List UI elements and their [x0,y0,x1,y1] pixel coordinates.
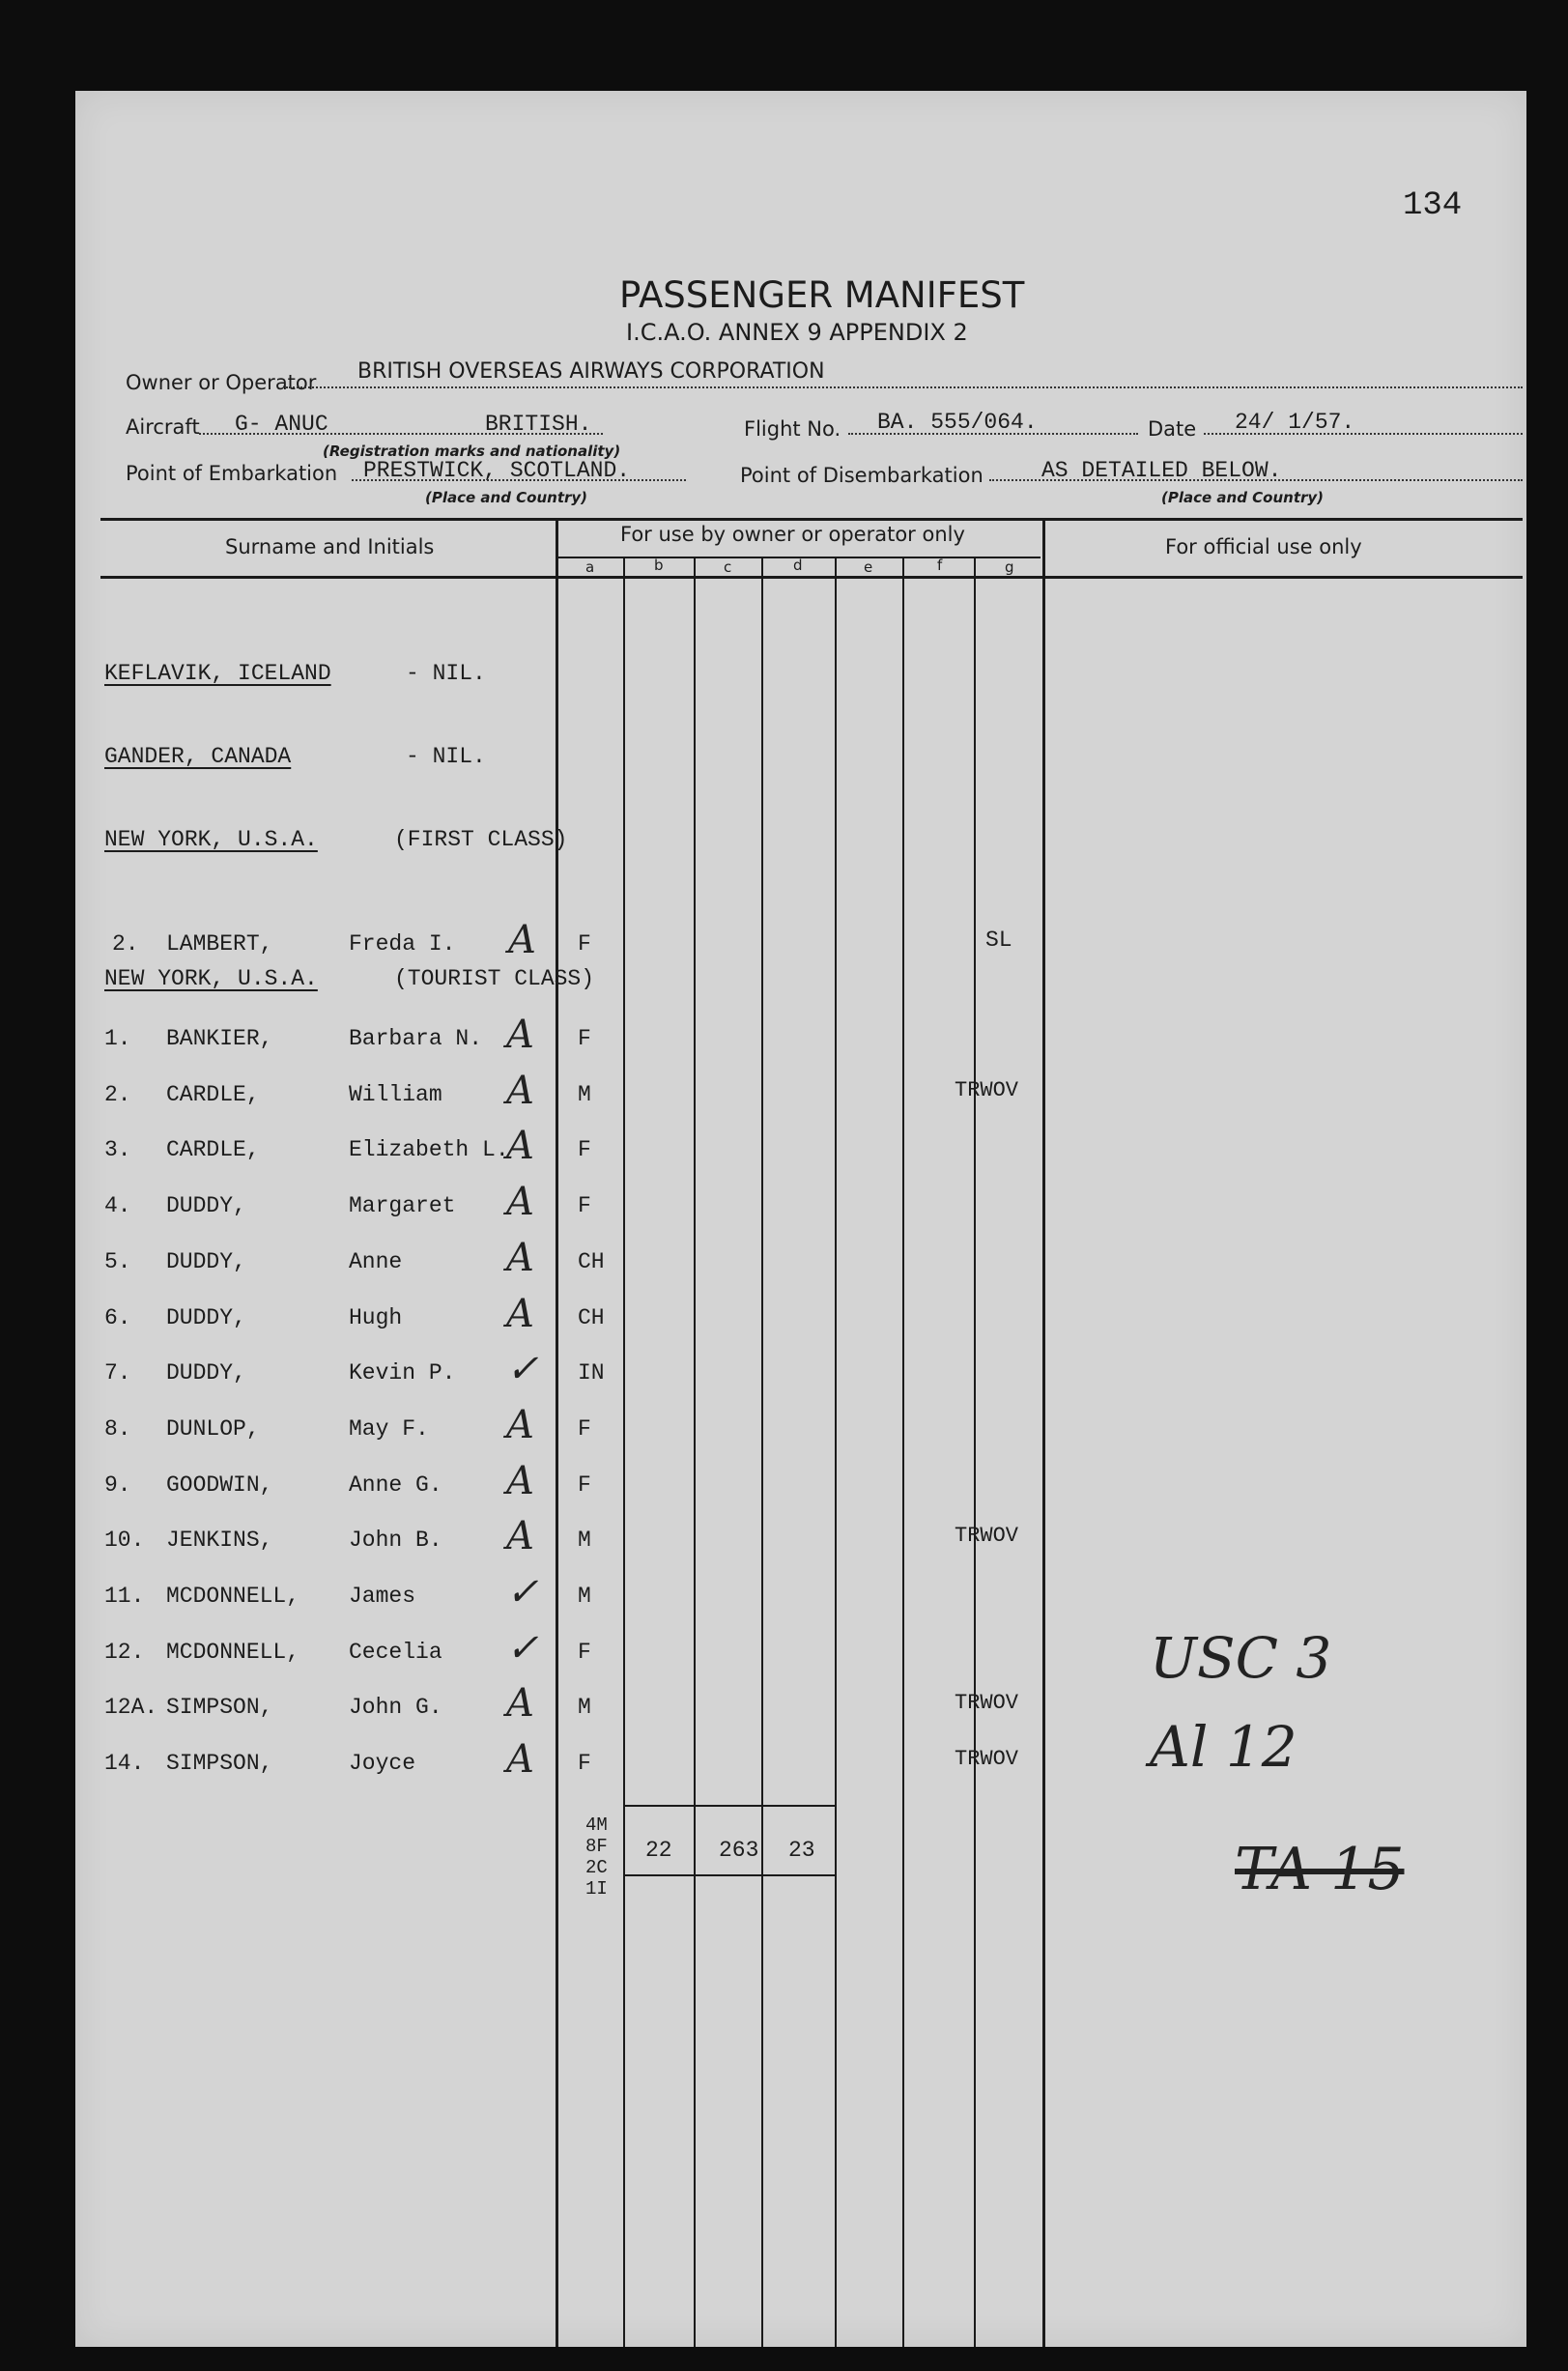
row-surname: MCDONNELL, [166,1639,300,1665]
row-no: 6. [104,1304,131,1330]
official-note-al: Al 12 [1150,1714,1297,1780]
total-b: 22 [645,1838,672,1863]
aircraft-label: Aircraft [126,415,200,439]
col-label-a: a [585,558,595,576]
row-no: 12A. [104,1695,158,1721]
row-handwritten-mark: A [508,918,536,962]
row-given: May F. [349,1415,429,1442]
row-surname: SIMPSON, [166,1751,273,1777]
flight-value: BA. 555/064. [877,410,1038,435]
total-d: 23 [788,1838,815,1863]
row-handwritten-mark: ✓ [506,1347,539,1392]
row-handwritten-mark: A [506,1013,534,1057]
disembarkation-value: AS DETAILED BELOW. [1041,458,1282,483]
owner-dotted-line [286,386,1523,388]
row-given: Hugh [349,1304,403,1330]
section-keflavik: KEFLAVIK, ICELAND [104,661,331,686]
row-surname: DUNLOP, [166,1415,260,1442]
disembarkation-dotted-line [989,479,1523,481]
total-c: 263 [719,1838,759,1863]
place-note-left: (Place and Country) [425,489,588,506]
totals-top-rule [623,1805,836,1807]
col-label-e: e [864,558,873,576]
row-given: Freda I. [349,931,456,957]
section-ny-first: NEW YORK, U.S.A. [104,827,318,852]
row-no: 14. [104,1751,145,1777]
embarkation-label: Point of Embarkation [126,462,338,485]
row-given: Anne [349,1248,403,1274]
row-given: William [349,1081,442,1107]
flight-label: Flight No. [744,417,841,441]
row-no: 1. [104,1026,131,1051]
col-divider-official [1042,518,1045,2347]
row-handwritten-mark: A [506,1235,534,1280]
place-note-right: (Place and Country) [1161,489,1325,506]
row-code: M [578,1081,591,1107]
row-surname: CARDLE, [166,1137,260,1163]
row-handwritten-mark: ✓ [506,1625,539,1671]
table-top-rule [100,518,1523,521]
row-surname: MCDONNELL, [166,1584,300,1609]
row-handwritten-mark: A [506,1737,534,1783]
owner-value: BRITISH OVERSEAS AIRWAYS CORPORATION [357,359,825,384]
row-note: TRWOV [955,1691,1019,1716]
col-divider-e [835,557,837,2347]
totals-count-f: 8F [585,1836,608,1857]
section-gander: GANDER, CANADA [104,744,292,769]
row-no: 3. [104,1137,131,1163]
row-handwritten-mark: A [506,1068,534,1113]
section-gander-nil: - NIL. [406,744,486,769]
row-given: Margaret [349,1193,456,1219]
row-code: F [578,931,591,957]
row-handwritten-mark: A [506,1180,534,1225]
row-code: F [578,1415,591,1442]
embarkation-value: PRESTWICK, SCOTLAND. [363,458,631,483]
header-official-use: For official use only [1165,535,1362,558]
date-value: 24/ 1/57. [1235,410,1355,435]
row-no: 9. [104,1471,131,1498]
row-code: CH [578,1248,605,1274]
row-note: TRWOV [955,1747,1019,1772]
row-note: SL [985,928,1012,953]
header-surname: Surname and Initials [225,535,435,558]
row-surname: GOODWIN, [166,1471,273,1498]
header-owner-use: For use by owner or operator only [620,523,965,546]
col-label-b: b [654,557,664,574]
col-divider-b [623,557,625,2347]
row-code: F [578,1751,591,1777]
col-label-d: d [793,557,803,574]
row-code: F [578,1471,591,1498]
official-note-ta: TA 15 [1235,1836,1405,1903]
embarkation-dotted-line [352,479,686,481]
col-divider-c [694,557,696,2347]
row-surname: LAMBERT, [166,931,273,957]
col-label-g: g [1005,558,1014,576]
date-dotted-line [1204,433,1523,435]
row-given: John B. [349,1528,442,1554]
col-divider-a [556,518,558,2347]
row-code: M [578,1584,591,1609]
row-code: F [578,1026,591,1051]
row-no: 11. [104,1584,145,1609]
row-code: M [578,1695,591,1721]
row-given: Elizabeth L. [349,1137,509,1163]
date-label: Date [1148,417,1197,441]
section-tourist-class: (TOURIST CLASS) [394,966,595,991]
row-no: 12. [104,1639,145,1665]
row-no: 5. [104,1248,131,1274]
section-ny-tourist: NEW YORK, U.S.A. [104,966,318,991]
owner-label: Owner or Operator [126,371,317,394]
row-given: Cecelia [349,1639,442,1665]
row-surname: SIMPSON, [166,1695,273,1721]
manifest-page [75,91,1526,2347]
nationality-value: BRITISH. [485,412,592,437]
row-no: 2. [104,1081,131,1107]
row-surname: JENKINS, [166,1528,273,1554]
disembarkation-label: Point of Disembarkation [740,464,984,487]
row-given: John G. [349,1695,442,1721]
totals-count-m: 4M [585,1814,608,1836]
row-no: 10. [104,1528,145,1554]
row-note: TRWOV [955,1524,1019,1549]
row-given: Joyce [349,1751,416,1777]
col-divider-d [761,557,763,2347]
flight-dotted-line [848,433,1138,435]
row-no: 8. [104,1415,131,1442]
row-given: Anne G. [349,1471,442,1498]
totals-count-i: 1I [585,1878,608,1900]
row-handwritten-mark: A [506,1291,534,1336]
row-surname: DUDDY, [166,1193,246,1219]
row-code: M [578,1528,591,1554]
row-surname: DUDDY, [166,1248,246,1274]
row-no: 7. [104,1360,131,1386]
row-no: 4. [104,1193,131,1219]
row-handwritten-mark: A [506,1514,534,1559]
official-note-usc: USC 3 [1150,1625,1332,1691]
row-code: F [578,1193,591,1219]
row-given: Kevin P. [349,1360,456,1386]
row-code: CH [578,1304,605,1330]
aircraft-dotted-line [199,433,603,435]
totals-count-c: 2C [585,1857,608,1878]
row-given: Barbara N. [349,1026,483,1051]
col-divider-f [902,557,904,2347]
table-header-rule [100,576,1523,579]
row-surname: DUDDY, [166,1360,246,1386]
row-handwritten-mark: A [506,1681,534,1727]
row-note: TRWOV [955,1077,1019,1102]
col-label-f: f [937,557,943,574]
row-handwritten-mark: A [506,1458,534,1503]
row-code: IN [578,1360,605,1386]
col-divider-g [974,557,976,2347]
row-handwritten-mark: A [506,1402,534,1447]
registration-note: (Registration marks and nationality) [323,443,621,460]
page-subtitle: I.C.A.O. ANNEX 9 APPENDIX 2 [626,319,968,346]
page-title: PASSENGER MANIFEST [619,274,1025,316]
row-handwritten-mark: ✓ [506,1570,539,1614]
row-surname: CARDLE, [166,1081,260,1107]
row-surname: BANKIER, [166,1026,273,1051]
row-given: James [349,1584,416,1609]
totals-bottom-rule [623,1874,836,1876]
row-no: 2. [112,931,139,957]
row-code: F [578,1639,591,1665]
page-number: 134 [1403,187,1463,224]
row-code: F [578,1137,591,1163]
aircraft-value: G- ANUC [235,412,328,437]
section-first-class: (FIRST CLASS) [394,827,568,852]
col-label-c: c [724,558,732,576]
section-keflavik-nil: - NIL. [406,661,486,686]
row-handwritten-mark: A [506,1124,534,1169]
row-surname: DUDDY, [166,1304,246,1330]
